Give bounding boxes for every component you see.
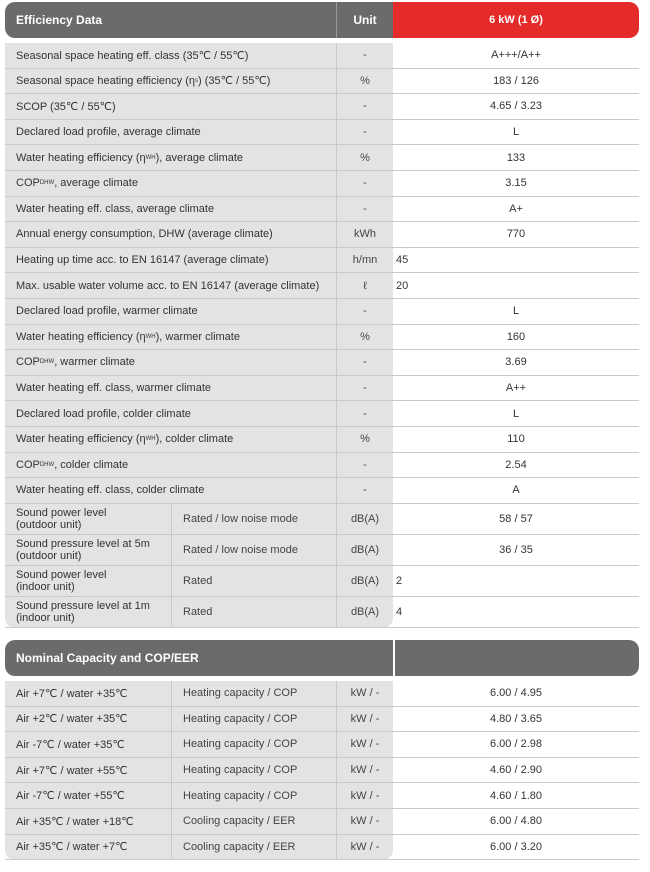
row-condition: Rated	[171, 566, 212, 596]
table-row	[5, 681, 639, 707]
efficiency-table	[5, 43, 639, 628]
row-value: 3.15	[393, 171, 639, 196]
row-value: 133	[393, 145, 639, 170]
efficiency-title: Efficiency Data	[16, 13, 103, 27]
row-condition: Cooling capacity / EER	[171, 809, 296, 834]
row-value: L	[393, 401, 639, 426]
row-label: Annual energy consumption, DHW (average climate)	[16, 228, 273, 241]
table-row	[5, 43, 639, 69]
unit-header: Unit	[336, 2, 393, 38]
row-condition: Heating capacity / COP	[171, 681, 297, 706]
row-label: COP DHW , colder climate	[16, 458, 129, 471]
row-label: Water heating efficiency (η WH ), warmer climate	[16, 330, 240, 343]
row-condition: Heating capacity / COP	[171, 783, 297, 808]
row-unit: kW / -	[336, 809, 393, 834]
table-row	[5, 566, 639, 597]
row-unit: dB(A)	[336, 535, 393, 565]
table-row	[5, 783, 639, 809]
table-row	[5, 453, 639, 479]
row-unit: dB(A)	[336, 597, 393, 627]
row-label: Air +35℃ / water +7℃	[16, 841, 128, 854]
row-unit: -	[336, 120, 393, 145]
table-row	[5, 427, 639, 453]
row-value: 6.00 / 4.80	[393, 809, 639, 834]
row-condition: Heating capacity / COP	[171, 707, 297, 732]
row-unit: -	[336, 171, 393, 196]
table-row	[5, 69, 639, 95]
row-label: Sound power level (indoor unit)	[16, 568, 107, 593]
table-row	[5, 299, 639, 325]
capacity-model-header	[393, 640, 639, 676]
table-row	[5, 325, 639, 351]
row-label: Water heating efficiency (η WH ), colder climate	[16, 433, 234, 446]
row-label: Air -7℃ / water +55℃	[16, 790, 125, 803]
row-value: 3.69	[393, 350, 639, 375]
row-unit: kW / -	[336, 707, 393, 732]
row-unit: h/mn	[336, 248, 393, 273]
row-label: COP DHW , warmer climate	[16, 356, 135, 369]
row-unit: ℓ	[336, 273, 393, 298]
table-row	[5, 273, 639, 299]
row-label: Water heating efficiency (η WH ), average climate	[16, 151, 244, 164]
row-value: 770	[393, 222, 639, 247]
row-unit: kW / -	[336, 758, 393, 783]
capacity-table	[5, 681, 639, 860]
table-row	[5, 758, 639, 784]
table-row	[5, 248, 639, 274]
row-label: Water heating eff. class, average climate	[16, 202, 215, 215]
row-condition: Rated / low noise mode	[171, 535, 298, 565]
efficiency-header	[5, 2, 639, 38]
row-value: 36 / 35	[393, 535, 639, 565]
efficiency-section	[5, 2, 639, 628]
row-unit: -	[336, 94, 393, 119]
row-value: A++	[393, 376, 639, 401]
table-row	[5, 597, 639, 628]
row-unit: %	[336, 427, 393, 452]
row-value: 45	[393, 248, 639, 273]
table-row	[5, 535, 639, 566]
row-unit: kW / -	[336, 681, 393, 706]
row-value: 6.00 / 3.20	[393, 835, 639, 860]
row-label: Max. usable water volume acc. to EN 16147 (average climate)	[16, 279, 320, 292]
capacity-title: Nominal Capacity and COP/EER	[16, 651, 199, 665]
row-label: Seasonal space heating eff. class (35℃ / 55℃)	[16, 49, 249, 62]
row-condition: Rated / low noise mode	[171, 504, 298, 534]
row-condition: Rated	[171, 597, 212, 627]
row-condition: Heating capacity / COP	[171, 758, 297, 783]
row-label: Sound power level (outdoor unit)	[16, 506, 107, 531]
row-unit: -	[336, 43, 393, 68]
row-label: Air +7℃ / water +35℃	[16, 687, 128, 700]
row-value: 58 / 57	[393, 504, 639, 534]
row-value: 6.00 / 4.95	[393, 681, 639, 706]
row-unit: %	[336, 145, 393, 170]
row-label: SCOP (35℃ / 55℃)	[16, 100, 116, 113]
row-unit: -	[336, 376, 393, 401]
table-row	[5, 120, 639, 146]
row-unit: kW / -	[336, 835, 393, 860]
row-label: Air +35℃ / water +18℃	[16, 815, 134, 828]
table-row	[5, 222, 639, 248]
row-unit: -	[336, 299, 393, 324]
row-unit: -	[336, 197, 393, 222]
row-unit: %	[336, 325, 393, 350]
row-label: Water heating eff. class, warmer climate	[16, 382, 212, 395]
row-label: Declared load profile, average climate	[16, 126, 201, 139]
row-value: 183 / 126	[393, 69, 639, 94]
table-row	[5, 835, 639, 861]
row-label: Air -7℃ / water +35℃	[16, 738, 125, 751]
row-label: Air +2℃ / water +35℃	[16, 713, 128, 726]
row-value: A+	[393, 197, 639, 222]
row-unit: %	[336, 69, 393, 94]
row-value: 160	[393, 325, 639, 350]
row-value: 4	[393, 597, 639, 627]
row-value: 4.80 / 3.65	[393, 707, 639, 732]
row-value: 2	[393, 566, 639, 596]
row-unit: -	[336, 478, 393, 503]
row-unit: dB(A)	[336, 504, 393, 534]
table-row	[5, 94, 639, 120]
row-value: 4.60 / 1.80	[393, 783, 639, 808]
row-label: Sound pressure level at 1m (indoor unit)	[16, 599, 150, 624]
row-label: Seasonal space heating efficiency (η s ) (35℃ / 55℃)	[16, 74, 271, 88]
row-unit: dB(A)	[336, 566, 393, 596]
row-value: 110	[393, 427, 639, 452]
table-row	[5, 376, 639, 402]
row-value: 6.00 / 2.98	[393, 732, 639, 757]
table-row	[5, 504, 639, 535]
row-label: Heating up time acc. to EN 16147 (average climate)	[16, 254, 269, 267]
row-unit: -	[336, 401, 393, 426]
table-row	[5, 707, 639, 733]
row-label: Declared load profile, warmer climate	[16, 305, 198, 318]
row-value: L	[393, 120, 639, 145]
row-label: Sound pressure level at 5m (outdoor unit)	[16, 537, 150, 562]
row-value: L	[393, 299, 639, 324]
row-unit: kW / -	[336, 783, 393, 808]
table-row	[5, 350, 639, 376]
row-value: 2.54	[393, 453, 639, 478]
row-unit: -	[336, 453, 393, 478]
row-unit: kWh	[336, 222, 393, 247]
row-label: Water heating eff. class, colder climate	[16, 484, 205, 497]
row-value: 20	[393, 273, 639, 298]
table-row	[5, 401, 639, 427]
row-condition: Heating capacity / COP	[171, 732, 297, 757]
model-header: 6 kW (1 Ø)	[393, 2, 639, 38]
table-row	[5, 478, 639, 504]
row-label: Declared load profile, colder climate	[16, 407, 191, 420]
row-label: Air +7℃ / water +55℃	[16, 764, 128, 777]
row-unit: -	[336, 350, 393, 375]
table-row	[5, 171, 639, 197]
row-value: A+++/A++	[393, 43, 639, 68]
row-value: 4.65 / 3.23	[393, 94, 639, 119]
row-value: 4.60 / 2.90	[393, 758, 639, 783]
row-label: COP DHW , average climate	[16, 177, 138, 190]
table-row	[5, 197, 639, 223]
capacity-section	[5, 640, 639, 860]
table-row	[5, 732, 639, 758]
row-unit: kW / -	[336, 732, 393, 757]
table-row	[5, 809, 639, 835]
capacity-header	[5, 640, 639, 676]
row-condition: Cooling capacity / EER	[171, 835, 296, 860]
table-row	[5, 145, 639, 171]
row-value: A	[393, 478, 639, 503]
